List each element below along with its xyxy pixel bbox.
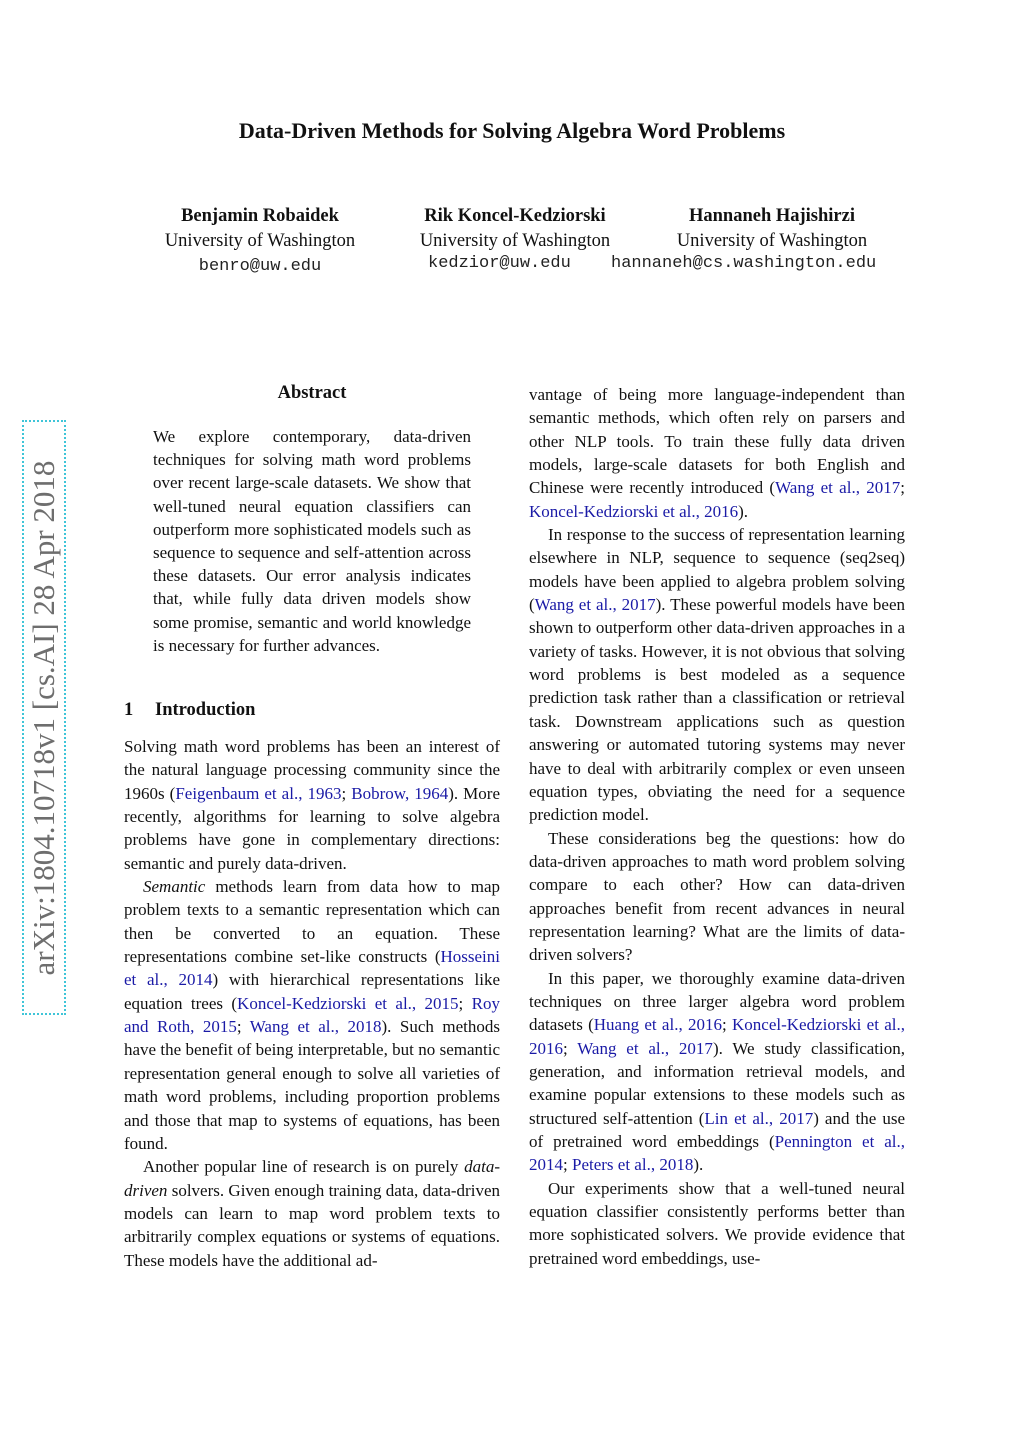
author-name: Benjamin Robaidek	[181, 206, 339, 226]
author-email[interactable]: hannaneh@cs.washington.edu	[611, 254, 877, 273]
citation-link[interactable]: Hosseini et al., 2014	[124, 947, 500, 990]
abstract-text: We explore contemporary, data-driven techniques for solving math word problems over recent large-scale datasets. We show that well-tuned neural equation classifiers can outperform more sophisticated models such as sequence to sequence and self-attention across these datasets. Our error analysis indicates that, while fully data driven models show some promise, semantic and world knowledge is necessary for further advances.	[153, 427, 471, 655]
author-affiliation: University of Washington	[676, 231, 868, 251]
arxiv-identifier[interactable]: arXiv:1804.10718v1 [cs.AI] 28 Apr 2018	[26, 460, 61, 975]
author-affiliation: University of Washington	[164, 231, 356, 251]
author-email[interactable]: kedzior@uw.edu	[428, 254, 571, 273]
author-email[interactable]: benro@uw.edu	[198, 257, 322, 276]
citation-link[interactable]: Roy and Roth, 2015	[124, 993, 500, 1037]
abstract-heading: Abstract	[277, 383, 347, 403]
citation-link[interactable]: Koncel-Kedziorski et al., 2015	[237, 993, 459, 1013]
citation-link[interactable]: Wang et al., 2018	[249, 1017, 382, 1037]
citation-link[interactable]: Bobrow, 1964	[351, 783, 449, 803]
citation-link[interactable]: Peters et al., 2018	[571, 1155, 694, 1175]
paragraph: Another popular line of research is on purely data-driven solvers. Given enough training data, data-driven models can learn to map word problem texts to arbitrarily complex equations or systems of equations. These models have the additional ad-	[124, 1157, 500, 1270]
paragraph: vantage of being more language-independent than semantic methods, which often rely on parsers and other NLP tools. To train these fully data driven models, large-scale datasets for both English and Chinese were recently introduced (Wang et al., 2017; Koncel-Kedziorski et al., 2016).	[529, 385, 905, 521]
section-heading	[124, 700, 500, 721]
citation-link[interactable]: Koncel-Kedziorski et al., 2016	[529, 501, 739, 521]
author-block	[395, 204, 635, 254]
citation-link[interactable]: Wang et al., 2017	[534, 595, 656, 615]
author-name: Rik Koncel-Kedziorski	[424, 206, 606, 226]
paragraph: In response to the success of representation learning elsewhere in NLP, sequence to sequence (seq2seq) models have been applied to algebra problem solving (Wang et al., 2017). These powerful models have been shown to outperform other data-driven approaches in a variety of tasks. However, it is not obvious that solving word problems is best modeled as a sequence prediction task rather than a classification or retrieval task. Downstream applications such as question answering or automated tutoring systems may never have to deal with arbitrarily complex or even unseen equation types, obviating the need for a sequence prediction model.	[529, 525, 905, 825]
author-block	[140, 204, 380, 279]
paragraph: Our experiments show that a well-tuned neural equation classifier consistently performs better than more sophisticated solvers. We provide evidence that pretrained word embeddings, use-	[529, 1178, 905, 1268]
citation-link[interactable]: Wang et al., 2017	[775, 478, 901, 498]
paper-title: Data-Driven Methods for Solving Algebra Word Problems	[238, 118, 786, 143]
section-title: Introduction	[155, 700, 256, 720]
citation-link[interactable]: Wang et al., 2017	[577, 1038, 713, 1058]
author-block	[652, 204, 892, 254]
author-name: Hannaneh Hajishirzi	[688, 206, 855, 226]
citation-link[interactable]: Pennington et al., 2014	[529, 1132, 906, 1175]
paragraph: In this paper, we thoroughly examine data-driven techniques on three larger algebra word problem datasets (Huang et al., 2016; Koncel-Kedziorski et al., 2016; Wang et al., 2017). We study classification, generation, and information retrieval models, and examine popular extensions to these models such as structured self-attention (Lin et al., 2017) and the use of pretrained word embeddings (Pennington et al., 2014; Peters et al., 2018).	[529, 968, 906, 1175]
author-affiliation: University of Washington	[419, 231, 611, 251]
citation-link[interactable]: Lin et al., 2017	[704, 1108, 814, 1128]
citation-link[interactable]: Koncel-Kedziorski et al., 2016	[529, 1015, 905, 1058]
paragraph: These considerations beg the questions: how do data-driven approaches to math word problem solving compare to each other? How can data-driven approaches benefit from recent advances in neural representation learning? What are the limits of data-driven solvers?	[529, 828, 905, 965]
arxiv-identifier-stamp	[22, 420, 66, 1015]
citation-link[interactable]: Huang et al., 2016	[593, 1015, 722, 1035]
paragraph: Solving math word problems has been an interest of the natural language processing community since the 1960s (Feigenbaum et al., 1963; Bobrow, 1964). More recently, algorithms for learning to solve algebra problems have gone in complementary directions: semantic and purely data-driven.	[124, 737, 501, 873]
citation-link[interactable]: Feigenbaum et al., 1963	[175, 783, 342, 803]
left-column	[124, 735, 500, 1272]
right-column	[529, 383, 905, 1270]
paragraph: Semantic methods learn from data how to map problem texts to a semantic representation which can then be converted to an equation. These representations combine set-like constructs (Hosseini et al., 2014) with hierarchical representations like equation trees (Koncel-Kedziorski et al., 2015; Roy and Roth, 2015; Wang et al., 2018). Such methods have the benefit of being interpretable, but no semantic representation general enough to solve all varieties of math word problems, including proportion problems and those that map to systems of equations, has been found.	[124, 877, 500, 1153]
section-number: 1	[124, 700, 134, 720]
